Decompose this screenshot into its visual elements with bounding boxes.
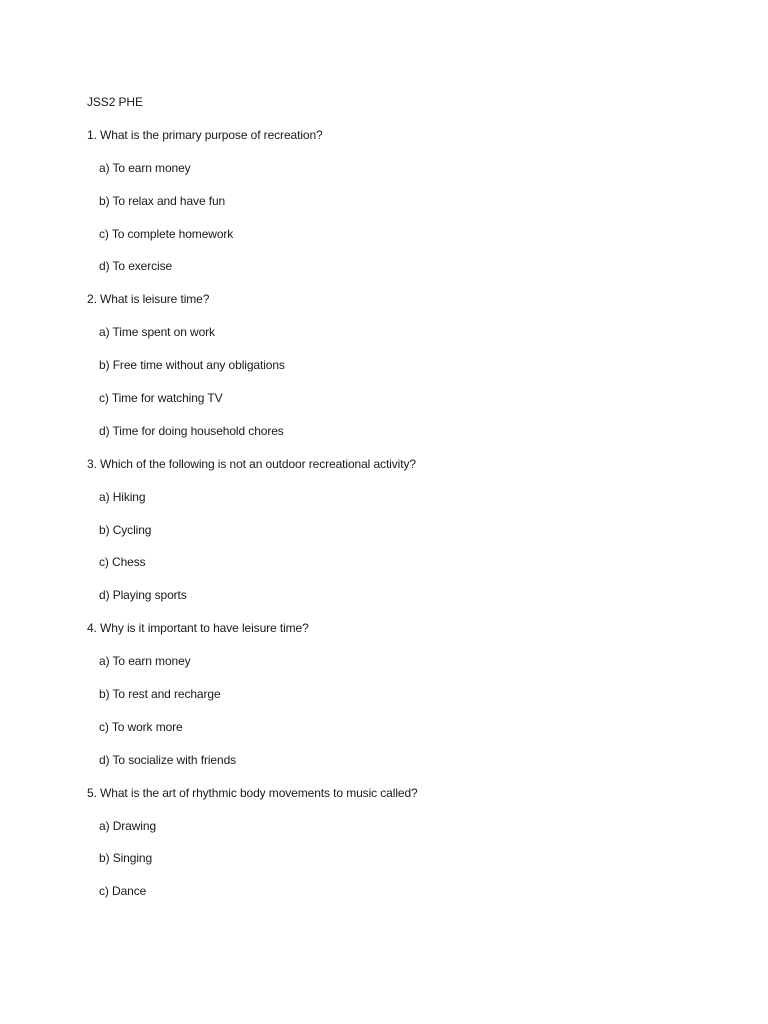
answer-option: d) To socialize with friends bbox=[99, 752, 237, 767]
question-text: 2. What is leisure time? bbox=[87, 292, 210, 307]
question-list bbox=[87, 119, 418, 908]
answer-option: d) To exercise bbox=[99, 259, 173, 274]
answer-option: a) Hiking bbox=[99, 489, 146, 504]
answer-option: d) Time for doing household chores bbox=[99, 423, 284, 438]
answer-option: c) Dance bbox=[99, 884, 147, 899]
answer-option: b) To rest and recharge bbox=[99, 687, 221, 702]
answer-option: a) Time spent on work bbox=[99, 325, 215, 340]
question-text: 4. Why is it important to have leisure time? bbox=[87, 621, 309, 636]
answer-option: c) Time for watching TV bbox=[99, 391, 223, 406]
answer-option: d) Playing sports bbox=[99, 588, 187, 603]
answer-option: b) To relax and have fun bbox=[99, 193, 226, 208]
answer-option: a) To earn money bbox=[99, 654, 191, 669]
document-title: JSS2 PHE bbox=[87, 95, 143, 109]
answer-option: c) To work more bbox=[99, 719, 183, 734]
document-page bbox=[87, 86, 418, 908]
question-text: 5. What is the art of rhythmic body movements to music called? bbox=[87, 785, 418, 800]
answer-option: b) Free time without any obligations bbox=[99, 358, 285, 373]
question-text: 1. What is the primary purpose of recreation? bbox=[87, 127, 323, 142]
answer-option: b) Cycling bbox=[99, 522, 152, 537]
answer-option: a) Drawing bbox=[99, 818, 157, 833]
answer-option: a) To earn money bbox=[99, 160, 191, 175]
question-text: 3. Which of the following is not an outdoor recreational activity? bbox=[87, 456, 416, 471]
answer-option: c) Chess bbox=[99, 555, 146, 570]
answer-option: b) Singing bbox=[99, 851, 153, 866]
answer-option: c) To complete homework bbox=[99, 226, 234, 241]
